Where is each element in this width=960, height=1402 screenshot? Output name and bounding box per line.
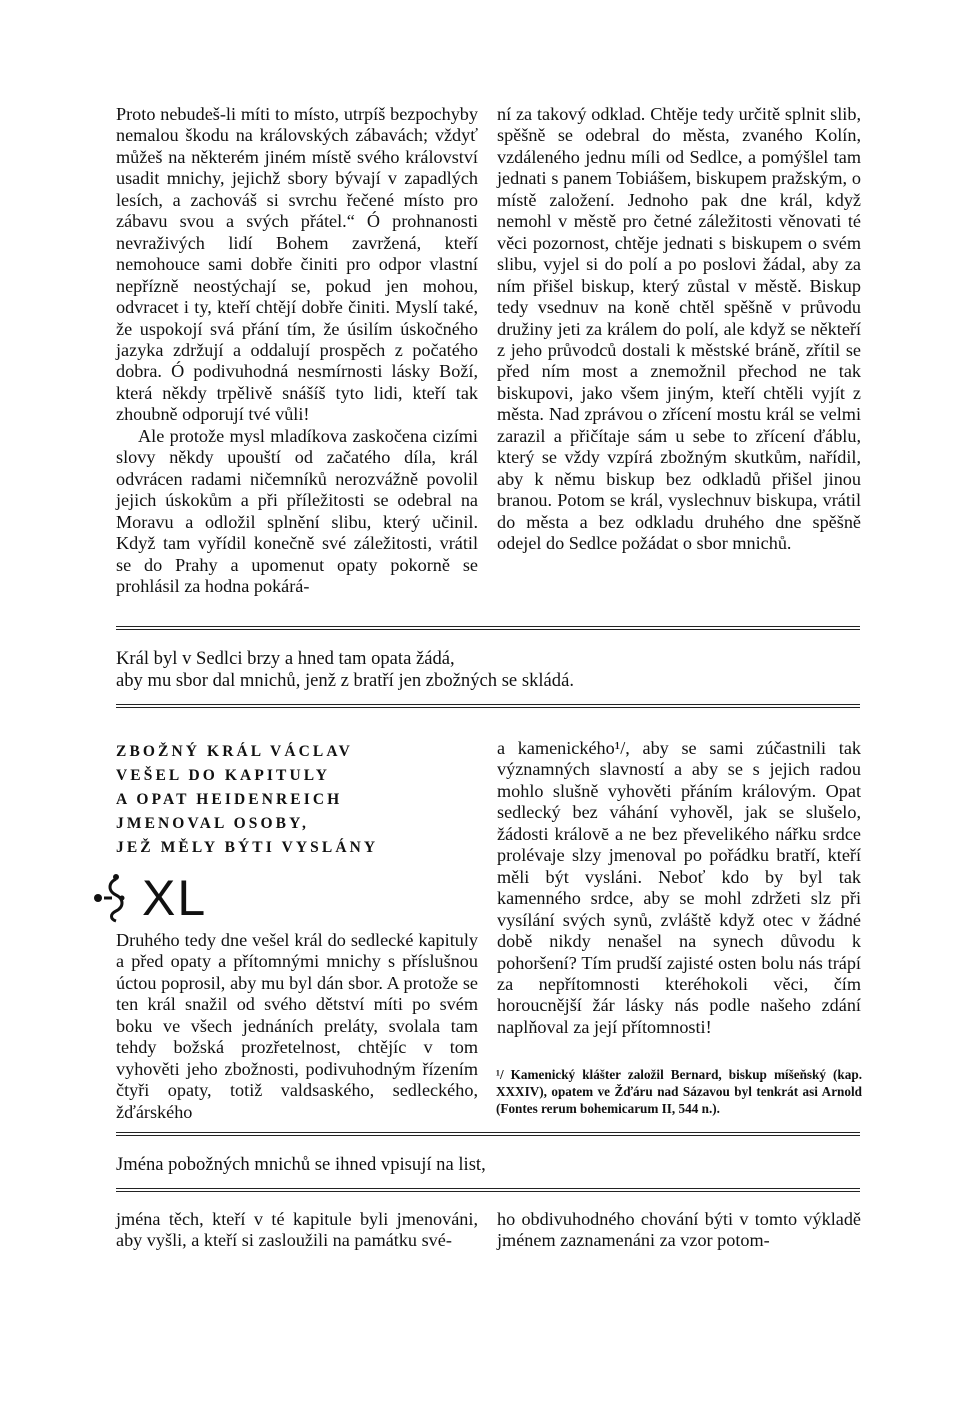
divider [116,1132,860,1136]
verse-couplet [116,648,574,692]
paragraph: jména těch, kteří v té kapitule byli jmenováni, aby vyšli, a kteří si zasloužili na památku své- [116,1209,478,1251]
paragraph: a kamenického¹/, aby se sami zúčastnili tak významných slavností a aby se s jejich radou mohlo slušně vyhověti přáním královým. Opat sedlecký bez váhání vyhověl, jak se slušelo, žádosti královĕ a ne bez převelikého nářku srdce prolévaje slzy jmenoval po pořádku bratří, kteří měli být vysláni. Neboť kdo by byl tak kamenného srdce, aby se mohl zdržeti slz při vysílání svých synů, zvláště když otec v žádné době nikdy nenašel na synech důvodu k pohoršení? Tím prudší zajisté osten bolu nás trápí za nepřítomnosti kteréhokoli věci, čím horoucnější žár lásky nás podle našeho zdání naplňoval za její přítomnosti! [497,738,861,1037]
heading-line: ZBOŽNÝ KRÁL VÁCLAV [116,743,353,760]
verse-line: Král byl v Sedlci brzy a hned tam opata žádá, [116,648,455,669]
chapter-number-block [92,868,207,928]
paragraph: Proto nebudeš-li míti to místo, utrpíš bezpochyby nemalou škodu na královských zábavách; vždyť můžeš na některém jiném místě svého království usadit mnichy, jejichž sbory bývají v zapadlých lesích, a zachováš si svrchu řečené místo pro zábavu svou a svých přátel.“ Ó prohnanosti nevraživých lidí Bohem zavržená, kteří nemohouce sami dobře činiti pro odpor vlastní nepřízně neostýchají se, pokud jen mohou, odvracet i ty, kteří chtějí dobře činiti. Myslí také, že uspokojí svá přání tím, že úsilím úskočného jazyka zdržují a oddalují prospěch z počatého dobra. Ó podivuhodná nesmírnosti lásky Boží, která někdy trpělivě snášíš tyto lidi, kteří tak zhoubně odporují tvé vůli! [116,104,478,425]
chapter-heading [116,740,378,860]
heading-line: A OPAT HEIDENREICH [116,791,343,808]
heading-line: VEŠEL DO KAPITULY [116,767,331,784]
paragraph: ní za takový odklad. Chtěje tedy určitě splnit slib, spěšně se odebral do města, zvaného Kolín, vzdáleného jednu míli od Sedlce, a pomýšlel tam jednati s panem Tobiášem, biskupem pražským, o místě založení. Jednoho pak dne král, když nemohl v městě pro četné záležitosti věnovati té věci pozornost, chtěje jednati s biskupem o svém slibu, vyjel si do polí a po poslovi žádal, aby za ním přišel biskup, který zůstal v městě. Biskup tedy vsednuv na koně chtěl spěšně v průvodu družiny jeti za králem do polí, ale když se někteří z jeho průvodců dostali k městské bráně, zřítil se před ním most a znemožnil přechod ne tak biskupovi, jako všem jiným, kteří chtěli vyjít z města. Nad zprávou o zřícení mostu král se velmi zarazil a přičítaje sám u sebe to zřícení ďáblu, který se vždy vzpírá zbožným skutkům, nařídil, aby k němu biskup bez odkladů přišel jinou branou. Potom se král, vyslechnuv biskupa, vrátil do města a bez odkladu druhého dne spěšně odejel do Sedlce požádat o sbor mnichů. [497,104,861,554]
footnote: ¹/ Kamenický klášter založil Bernard, biskup míšeňský (kap. XXXIV), opatem ve Žďáru nad Sázavou byl tenkrát asi Arnold (Fontes rerum bohemicarum II, 544 n.). [496,1067,862,1117]
ornament-icon [92,873,128,923]
top-right-column [497,104,861,555]
bottom-left-column [116,1209,478,1252]
verse-line: aby mu sbor dal mnichů, jenž z bratří jen zbožných se skládá. [116,670,574,691]
chapter-right-column [497,738,861,1038]
heading-line: JMENOVAL OSOBY, [116,815,309,832]
divider [116,704,860,708]
divider [116,1188,860,1192]
paragraph: ho obdivuhodného chování býti v tomto výkladě jménem zaznamenáni za vzor potom- [497,1209,861,1251]
paragraph: Ale protože mysl mladíkova zaskočena cizími slovy někdy upouští od začatého díla, král odvrácen radami ničemníků nerozvážně povolil jejich úskokům a při příležitosti se odebral na Moravu a odložil splnění slibu, který učinil. Když tam vyřídil konečně své záležitosti, vrátil se do Prahy a upomenut opaty pokorně se prohlásil za hodna pokárá- [116,425,478,596]
chapter-number: XL [142,870,208,926]
bottom-right-column [497,1209,861,1252]
verse-line-block [116,1154,486,1176]
verse-line: Jména pobožných mnichů se ihned vpisují na list, [116,1154,486,1175]
chapter-left-column [116,930,478,1123]
divider [116,626,860,630]
heading-line: JEŽ MĚLY BÝTI VYSLÁNY [116,839,379,856]
paragraph: Druhého tedy dne vešel král do sedlecké kapituly a před opaty a přítomnými mnichy s příslušnou úctou poprosil, aby mu byl dán sbor. A protože se ten král snažil od svého dětství míti po svém boku ve všech jednáních preláty, svolala tam tehdy božská prozřetelnost, chtějíc v tom vyhověti jeho zbožnosti, podivuhodným řízením čtyři opaty, totiž valdsaského, sedleckého, žďárského [116,930,478,1122]
top-left-column [116,104,478,597]
